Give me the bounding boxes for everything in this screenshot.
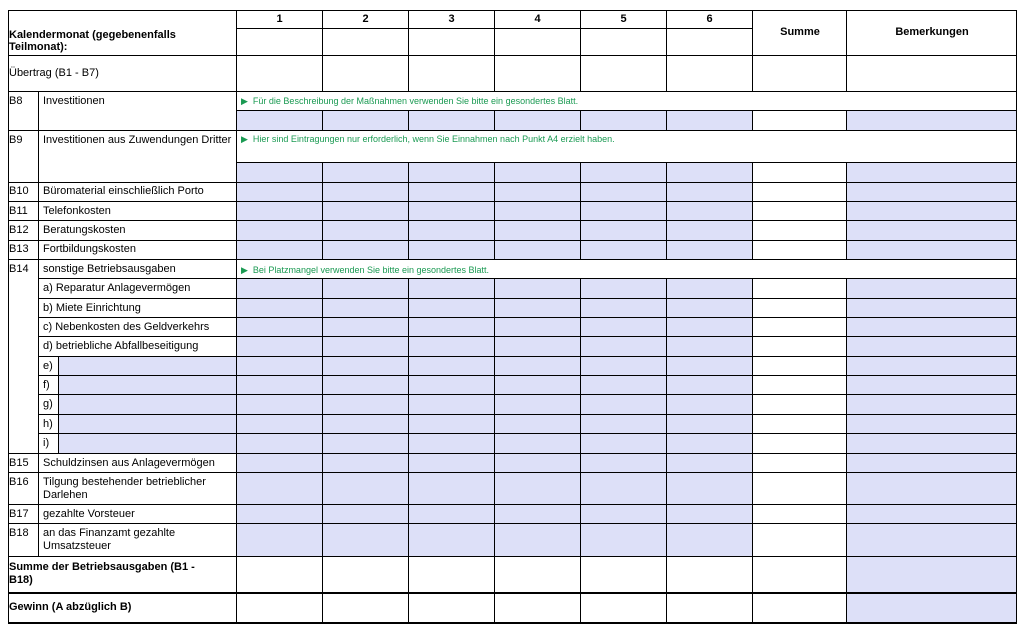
- row-label-b15: Schuldzinsen aus Anlagevermögen: [43, 457, 215, 469]
- row-code-b13: B13: [9, 243, 29, 255]
- input-cell[interactable]: [58, 375, 236, 394]
- month-column-divider: [322, 278, 323, 623]
- month-column-divider: [580, 278, 581, 623]
- month-column-divider: [580, 162, 581, 259]
- sub-row-divider: [38, 336, 1016, 337]
- input-cell[interactable]: [846, 375, 1016, 394]
- month-column-divider: [666, 278, 667, 623]
- input-cell[interactable]: [846, 433, 1016, 453]
- row-divider: [8, 523, 1017, 524]
- month-column-divider: [494, 278, 495, 623]
- carryover-label: Übertrag (B1 - B7): [9, 67, 99, 79]
- row-code-b11: B11: [9, 205, 28, 217]
- input-cell[interactable]: [846, 162, 1016, 182]
- row-label-b13: Fortbildungskosten: [43, 243, 136, 255]
- input-cell[interactable]: [846, 523, 1016, 556]
- row-divider: [8, 220, 1017, 221]
- sub-row-divider: [38, 433, 1016, 434]
- row-divider: [8, 556, 1017, 557]
- row-code-b8: B8: [9, 95, 23, 107]
- input-cell[interactable]: [846, 504, 1016, 523]
- input-cell[interactable]: [846, 394, 1016, 414]
- input-cell[interactable]: [846, 201, 1016, 220]
- input-cell[interactable]: [58, 394, 236, 414]
- summary-column-divider: [752, 278, 753, 623]
- hint-divider: [236, 278, 1016, 279]
- input-cell[interactable]: [846, 356, 1016, 375]
- row-label-b18: an das Finanzamt gezahlte Umsatzsteuer: [43, 527, 176, 552]
- sub-row-divider: [38, 394, 1016, 395]
- row-divider: [8, 259, 1017, 260]
- hint-b8: ▶ Für die Beschreibung der Maßnahmen verwenden Sie bitte ein gesondertes Blatt.: [241, 96, 579, 106]
- hint-b14: ▶ Bei Platzmangel verwenden Sie bitte ein gesondertes Blatt.: [241, 265, 490, 275]
- sub-row-divider: [38, 356, 1016, 357]
- row-label-b16: Tilgung bestehender betrieblicher Darlehen: [43, 476, 206, 501]
- outer-border: [1016, 10, 1017, 623]
- input-cell[interactable]: [846, 453, 1016, 472]
- summary-column-divider: [752, 110, 753, 130]
- row-code-b9: B9: [9, 134, 23, 146]
- row-divider: [8, 453, 1017, 454]
- month-column-divider: [666, 110, 667, 130]
- input-cell[interactable]: [846, 317, 1016, 336]
- input-cell[interactable]: [846, 220, 1016, 240]
- month-column-divider: [408, 162, 409, 259]
- hint-b9: ▶ Hier sind Eintragungen nur erforderlich, wenn Sie Einnahmen nach Punkt A4 erzielt haben.: [241, 134, 615, 144]
- row-divider: [8, 91, 1017, 92]
- hint-divider: [236, 162, 1016, 163]
- input-cell[interactable]: [846, 110, 1016, 130]
- row-code-b14: B14: [9, 263, 29, 275]
- month-column-1: 1: [276, 13, 283, 25]
- sub-row-a-label: a) Reparatur Anlagevermögen: [43, 282, 191, 294]
- row-divider: [8, 592, 1017, 594]
- input-cell[interactable]: [846, 298, 1016, 317]
- summary-column-divider: [846, 162, 847, 259]
- sum-column-header: Summe: [780, 26, 820, 38]
- profit-label: Gewinn (A abzüglich B): [9, 601, 132, 613]
- hint-arrow-icon: ▶: [241, 96, 248, 106]
- hint-divider: [236, 110, 1016, 111]
- month-column-divider: [408, 278, 409, 623]
- summary-column-divider: [846, 10, 847, 91]
- row-divider: [8, 472, 1017, 473]
- hint-arrow-icon: ▶: [241, 265, 248, 275]
- row-divider: [8, 622, 1017, 624]
- row-code-b10: B10: [9, 185, 29, 197]
- summary-column-divider: [752, 162, 753, 259]
- month-column-2: 2: [362, 13, 369, 25]
- row-code-b18: B18: [9, 527, 29, 539]
- summary-column-divider: [846, 110, 847, 130]
- input-cell[interactable]: [846, 240, 1016, 259]
- sub-row-e-label: e): [43, 360, 53, 372]
- sub-row-c-label: c) Nebenkosten des Geldverkehrs: [43, 321, 210, 333]
- row-divider: [8, 240, 1017, 241]
- row-label-b11: Telefonkosten: [43, 205, 111, 217]
- month-column-divider: [580, 110, 581, 130]
- month-column-divider: [666, 162, 667, 259]
- row-divider: [8, 182, 1017, 183]
- row-label-b12: Beratungskosten: [43, 224, 126, 236]
- input-cell[interactable]: [58, 414, 236, 433]
- hint-arrow-icon: ▶: [241, 134, 248, 144]
- row-label-b17: gezahlte Vorsteuer: [43, 508, 135, 520]
- total-expenses-label: Summe der Betriebsausgaben (B1 - B18): [9, 561, 195, 586]
- summary-column-divider: [752, 10, 753, 91]
- sub-row-divider: [38, 414, 1016, 415]
- sub-row-h-label: h): [43, 418, 53, 430]
- input-cell[interactable]: [846, 182, 1016, 201]
- row-divider: [8, 10, 1017, 11]
- month-column-divider: [494, 162, 495, 259]
- row-label-b10: Büromaterial einschließlich Porto: [43, 185, 204, 197]
- month-column-divider: [408, 110, 409, 130]
- month-column-6: 6: [706, 13, 713, 25]
- row-divider: [8, 201, 1017, 202]
- period-label: Kalendermonat (gegebenenfalls Teilmonat):: [9, 29, 176, 53]
- input-cell[interactable]: [846, 592, 1016, 622]
- month-column-3: 3: [448, 13, 455, 25]
- sub-row-divider: [38, 298, 1016, 299]
- input-cell[interactable]: [846, 336, 1016, 356]
- summary-column-divider: [846, 278, 847, 623]
- sub-row-i-label: i): [43, 437, 50, 449]
- remarks-column-header: Bemerkungen: [895, 26, 969, 38]
- input-cell[interactable]: [846, 414, 1016, 433]
- row-divider: [8, 504, 1017, 505]
- row-code-b15: B15: [9, 457, 29, 469]
- row-label-b8: Investitionen: [43, 95, 105, 107]
- code-column-divider: [38, 91, 39, 556]
- month-column-divider: [322, 162, 323, 259]
- row-label-b9: Investitionen aus Zuwendungen Dritter: [43, 134, 232, 146]
- row-divider: [8, 55, 1017, 56]
- row-code-b12: B12: [9, 224, 29, 236]
- row-code-b17: B17: [9, 508, 29, 520]
- input-cell[interactable]: [58, 433, 236, 453]
- month-column-divider: [322, 110, 323, 130]
- label-column-divider: [236, 10, 237, 623]
- input-cell[interactable]: [846, 278, 1016, 298]
- sub-row-b-label: b) Miete Einrichtung: [43, 302, 141, 314]
- row-label-b14: sonstige Betriebsausgaben: [43, 263, 176, 275]
- sub-row-divider: [38, 375, 1016, 376]
- sub-row-divider: [38, 317, 1016, 318]
- month-column-5: 5: [620, 13, 627, 25]
- row-code-b16: B16: [9, 476, 29, 488]
- month-column-divider: [494, 110, 495, 130]
- month-column-4: 4: [534, 13, 541, 25]
- sub-row-f-label: f): [43, 379, 50, 391]
- input-cell[interactable]: [846, 472, 1016, 504]
- input-cell[interactable]: [58, 356, 236, 375]
- sub-row-g-label: g): [43, 398, 53, 410]
- blank-row-divider: [58, 356, 59, 453]
- row-divider: [8, 130, 1017, 131]
- input-cell[interactable]: [846, 556, 1016, 592]
- sub-row-d-label: d) betriebliche Abfallbeseitigung: [43, 340, 199, 352]
